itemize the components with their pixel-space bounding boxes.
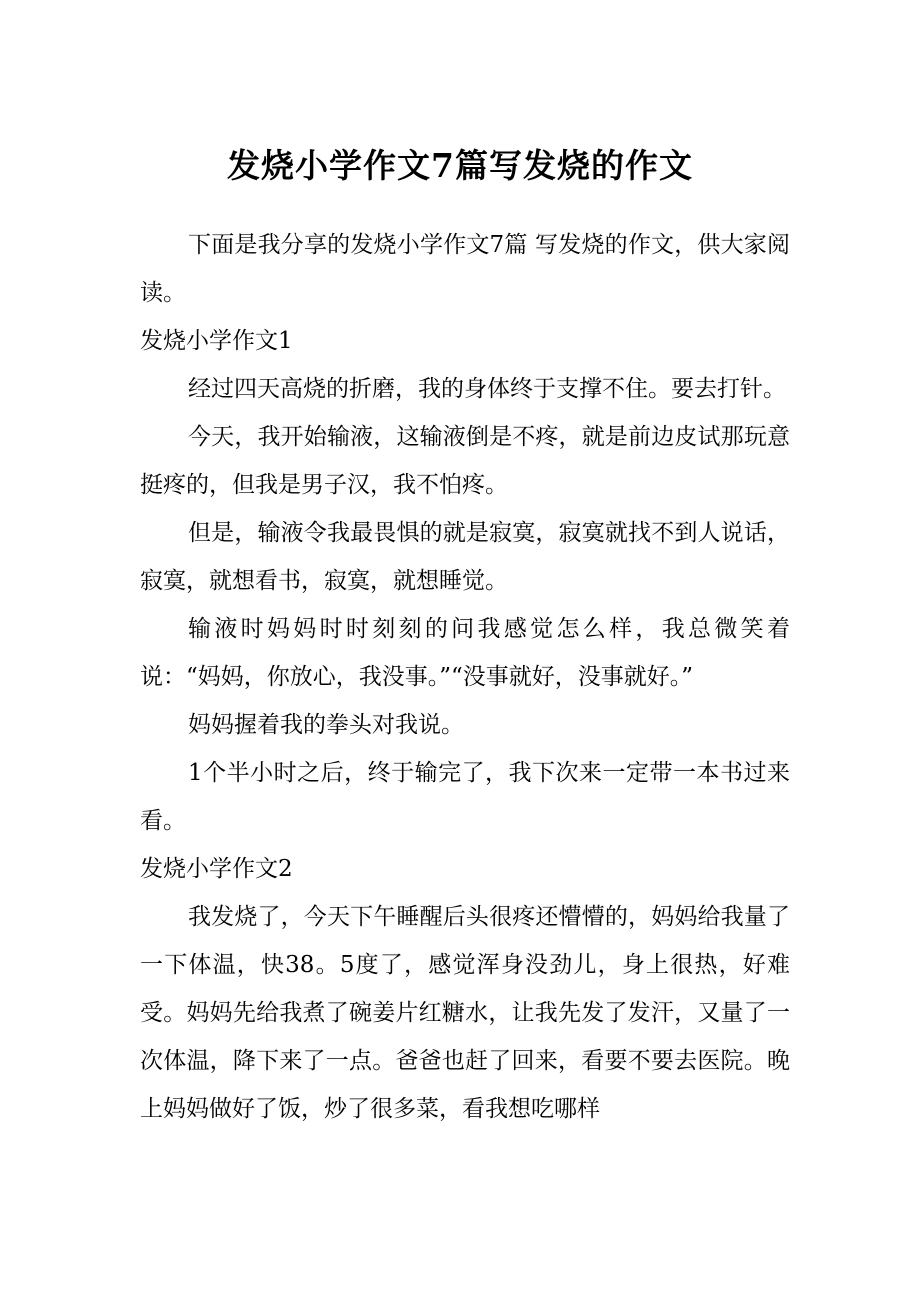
essay-1-paragraph: 1个半小时之后，终于输完了，我下次来一定带一本书过来看。 xyxy=(140,760,790,834)
document-body xyxy=(140,221,790,1133)
essay-1-paragraph: 妈妈握着我的拳头对我说。 xyxy=(188,712,464,738)
essay-1-paragraph: 输液时妈妈时时刻刻的问我感觉怎么样，我总微笑着说：“妈妈，你放心，我没事。”“没事就好，没事就好。” xyxy=(140,616,790,690)
essay-1-paragraph: 今天，我开始输液，这输液倒是不疼，就是前边皮试那玩意挺疼的，但我是男子汉，我不怕疼。 xyxy=(140,424,790,498)
intro-paragraph: 下面是我分享的发烧小学作文7篇 写发烧的作文，供大家阅读。 xyxy=(140,232,790,306)
essay-1-heading: 发烧小学作文1 xyxy=(140,328,293,354)
document-title: 发烧小学作文7篇写发烧的作文 xyxy=(227,146,693,185)
essay-2-paragraph: 我发烧了，今天下午睡醒后头很疼还懵懵的，妈妈给我量了一下体温，快38。5度了，感觉浑身没劲儿，身上很热，好难受。妈妈先给我煮了碗姜片红糖水，让我先发了发汗，又量了一次体温，降下来了一点。爸爸也赶了回来，看要不要去医院。晚上妈妈做好了饭，炒了很多菜，看我想吃哪样 xyxy=(140,904,790,1122)
essay-2-heading: 发烧小学作文2 xyxy=(140,856,293,882)
essay-1-paragraph: 但是，输液令我最畏惧的就是寂寞，寂寞就找不到人说话，寂寞，就想看书，寂寞，就想睡觉。 xyxy=(140,520,790,594)
essay-1-paragraph: 经过四天高烧的折磨，我的身体终于支撑不住。要去打针。 xyxy=(188,376,786,402)
